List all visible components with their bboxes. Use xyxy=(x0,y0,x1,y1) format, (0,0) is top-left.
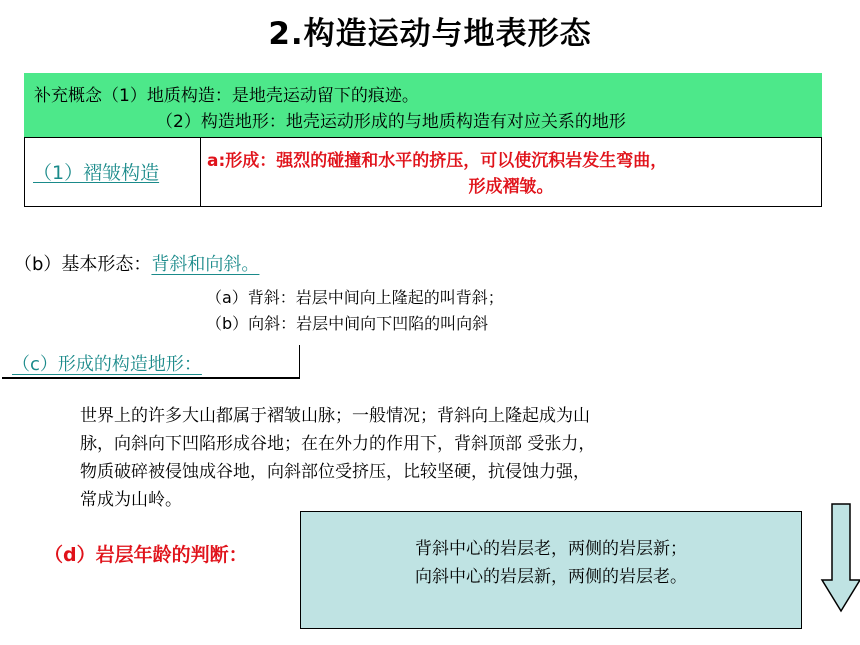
rock-age-anticline: 背斜中心的岩层老，两侧的岩层新； xyxy=(415,539,687,559)
page-title: 2.构造运动与地表形态 xyxy=(268,16,592,52)
rock-age-label: （d）岩层年龄的判断： xyxy=(44,544,248,566)
anticline-definition: （a）背斜：岩层中间向上隆起的叫背斜； xyxy=(206,288,504,307)
landform-paragraph xyxy=(80,402,780,514)
landform-heading-box xyxy=(2,345,300,379)
syncline-definition: （b）向斜：岩层中间向下凹陷的叫向斜 xyxy=(206,314,489,333)
fold-structure-cell xyxy=(25,138,201,206)
fold-structure-table xyxy=(24,137,822,207)
paragraph-line: 脉，向斜向下凹陷形成谷地；在在外力的作用下，背斜顶部 受张力， xyxy=(80,434,596,454)
down-arrow-icon xyxy=(820,502,860,614)
concept-geological-structure: 补充概念（1）地质构造：是地壳运动留下的痕迹。 xyxy=(34,86,419,106)
concept-structural-landform: （2）构造地形：地壳运动形成的与地质构造有对应关系的地形 xyxy=(156,112,626,132)
paragraph-line: 物质破碎被侵蚀成谷地，向斜部位受挤压，比较坚硬，抗侵蚀力强， xyxy=(80,462,590,482)
anticline-syncline-link[interactable]: 背斜和向斜。 xyxy=(151,254,260,275)
fold-structure-link[interactable]: （1）褶皱构造 xyxy=(33,162,160,184)
basic-form-label: （b）基本形态： xyxy=(14,254,152,275)
fold-formation-line2: 形成褶皱。 xyxy=(468,177,554,197)
paragraph-line: 常成为山岭。 xyxy=(80,490,182,510)
landform-heading-link[interactable]: （c）形成的构造地形： xyxy=(12,354,202,375)
rock-age-box xyxy=(300,511,802,629)
paragraph-line: 世界上的许多大山都属于褶皱山脉；一般情况；背斜向上隆起成为山 xyxy=(80,406,590,426)
concepts-box xyxy=(24,73,822,137)
basic-form-row xyxy=(14,250,271,276)
rock-age-syncline: 向斜中心的岩层新，两侧的岩层老。 xyxy=(415,567,687,587)
fold-formation-line1: a:形成：强烈的碰撞和水平的挤压，可以使沉积岩发生弯曲， xyxy=(207,151,668,171)
